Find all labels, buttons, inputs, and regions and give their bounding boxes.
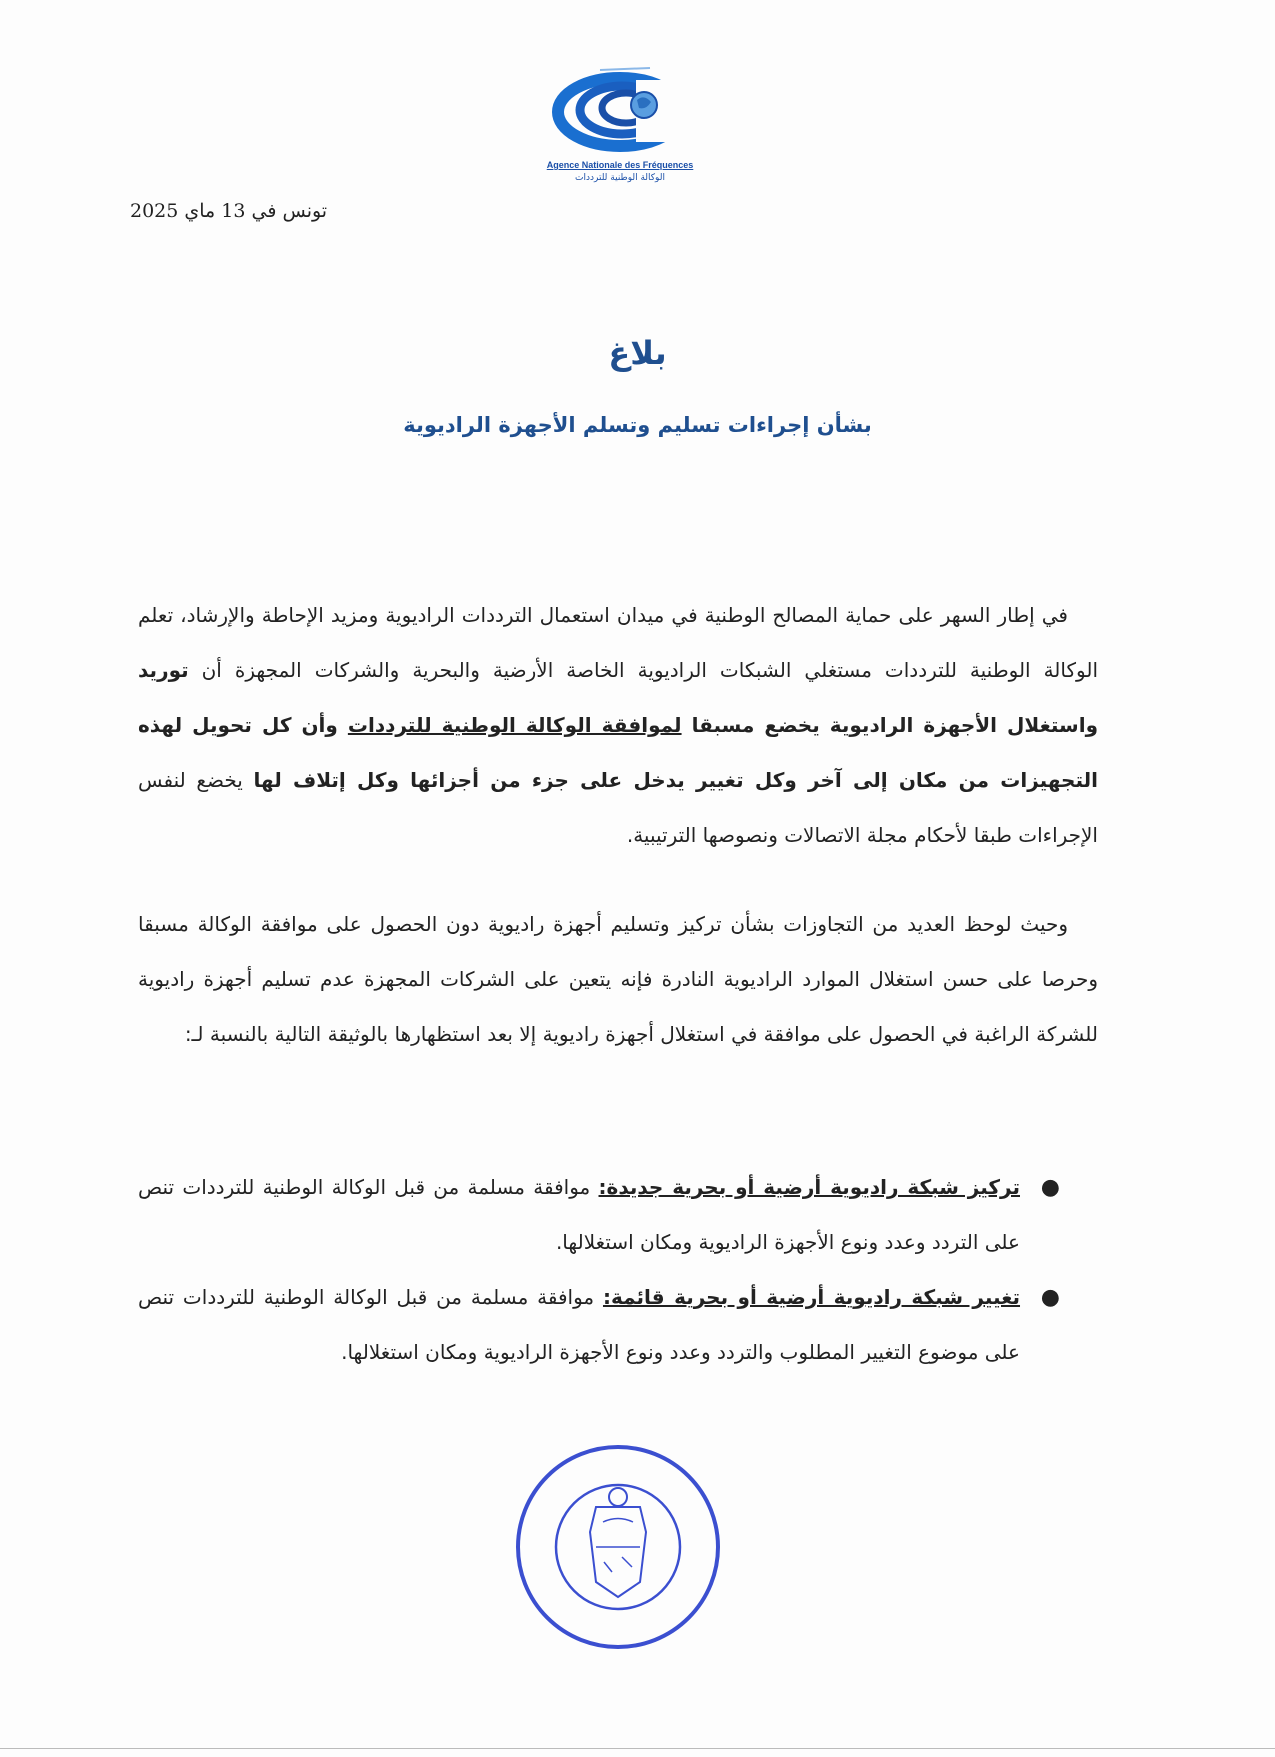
agency-logo-icon bbox=[540, 60, 700, 160]
paragraph-1-bold-2: وأن كل تحويل لهذه التجهيزات من مكان إلى آخر وكل تغيير يدخل على جزء من أجزائها وكل إتلاف لها bbox=[138, 713, 1098, 792]
document-title: بلاغ bbox=[608, 334, 667, 372]
bullet-label: تركيز شبكة راديوية أرضية أو بحرية جديدة: bbox=[598, 1175, 1020, 1199]
paragraph-1-underlined: لموافقة الوكالة الوطنية للترددات bbox=[347, 713, 682, 737]
footer-divider bbox=[0, 1748, 1275, 1749]
document-date: تونس في 13 ماي 2025 bbox=[130, 200, 328, 222]
paragraph-2 bbox=[138, 897, 1098, 1062]
list-item bbox=[138, 1160, 1060, 1270]
paragraph-1-text-end: يخضع لنفس الإجراءات طبقا لأحكام مجلة الاتصالات ونصوصها الترتيبية. bbox=[138, 768, 1098, 847]
bullet-dot-icon: ● bbox=[1040, 1175, 1060, 1200]
bullet-dot-icon: ● bbox=[1040, 1285, 1060, 1310]
bullet-text: موافقة مسلمة من قبل الوكالة الوطنية للترددات تنص على موضوع التغيير المطلوب والتردد وعدد ونوع الأجهزة الراديوية ومكان استغلالها. bbox=[138, 1285, 1020, 1364]
paragraph-2-text: وحيث لوحظ العديد من التجاوزات بشأن تركيز وتسليم أجهزة راديوية دون الحصول على موافقة الوكالة مسبقا وحرصا على حسن استغلال الموارد الراديوية النادرة فإنه يتعين على الشركات المجهزة عدم تسليم أجهزة راديوية للشركة الراغبة في الحصول على موافقة في استغلال أجهزة راديوية إلا بعد استظهارها بالوثيقة التالية بالنسبة لـ: bbox=[138, 912, 1098, 1046]
bullet-text: موافقة مسلمة من قبل الوكالة الوطنية للترددات تنص على التردد وعدد ونوع الأجهزة الراديوية ومكان استغلالها. bbox=[138, 1175, 1020, 1254]
paragraph-1-bold-1: توريد واستغلال الأجهزة الراديوية يخضع مسبقا bbox=[138, 658, 1098, 737]
list-item bbox=[138, 1270, 1060, 1380]
document-subtitle: بشأن إجراءات تسليم وتسلم الأجهزة الراديوية bbox=[403, 413, 872, 437]
logo-text-french: Agence Nationale des Fréquences bbox=[546, 160, 694, 170]
paragraph-1 bbox=[138, 588, 1098, 863]
official-stamp-icon bbox=[508, 1437, 728, 1657]
bullet-label: تغيير شبكة راديوية أرضية أو بحرية قائمة: bbox=[602, 1285, 1021, 1309]
logo-text-arabic: الوكالة الوطنية للترددات bbox=[575, 173, 665, 183]
paragraph-1-text: في إطار السهر على حماية المصالح الوطنية في ميدان استعمال الترددات الراديوية ومزيد الإحاطة والإرشاد، تعلم الوكالة الوطنية للترددات مستغلي الشبكات الراديوية الخاصة الأرضية والبحرية والشركات المجهزة أن bbox=[138, 603, 1098, 682]
bullet-list bbox=[138, 1160, 1060, 1380]
